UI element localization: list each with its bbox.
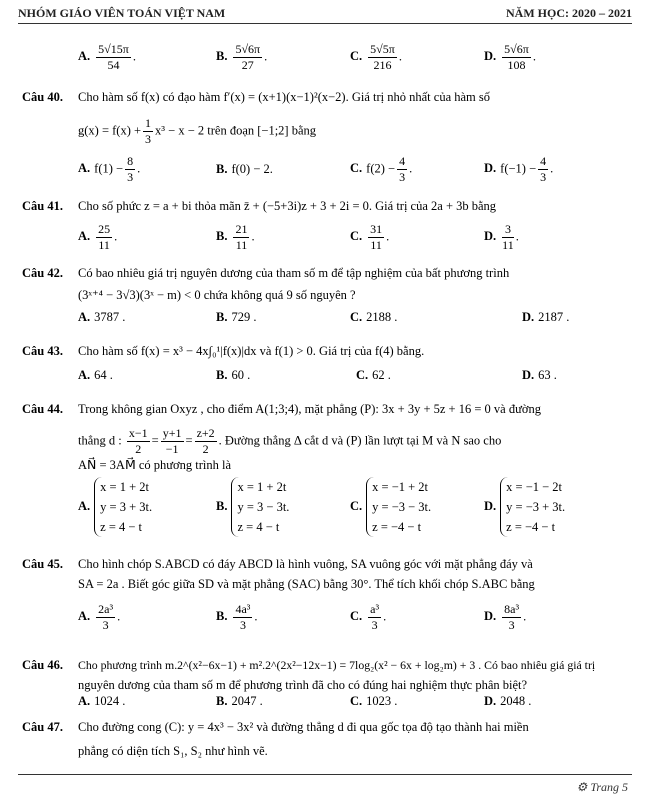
q41-option-b[interactable]: B. $\frac{21}{11}$ . (216, 222, 255, 252)
q44-option-d[interactable]: D.x = −1 − 2t y = −3 + 3t. z = −4 − t (484, 477, 565, 537)
q42-option-a[interactable]: A. 3787 . (78, 310, 126, 324)
q39-option-c[interactable]: C. $\frac{5√5\pi}{216}$ . (350, 42, 402, 72)
q44-number: Câu 44. (22, 402, 63, 416)
q44-line3: AN⃗ = 3AM⃗ có phương trình là (78, 458, 232, 472)
header-rule (18, 23, 632, 24)
q39-option-a[interactable]: A. $\frac{5√15\pi}{54}$ . (78, 42, 136, 72)
q44-option-c[interactable]: C.x = −1 + 2t y = −3 − 3t. z = −4 − t (350, 477, 431, 537)
q45-line1: Cho hình chóp S.ABCD có đáy ABCD là hình vuông, SA vuông góc với mặt phẳng đáy và (78, 557, 533, 571)
q41-number: Câu 41. (22, 199, 63, 213)
q40-line1: Cho hàm số f(x) có đạo hàm f′(x) = (x+1)(x−1)²(x−2). Giá trị nhỏ nhất của hàm số (78, 90, 491, 104)
q44-line1: Trong không gian Oxyz , cho điểm A(1;3;4), mặt phẳng (P): 3x + 3y + 5z + 16 = 0 và đường (78, 402, 541, 416)
q46-option-c[interactable]: C. 1023 . (350, 694, 398, 708)
q47-number: Câu 47. (22, 720, 63, 734)
q42-line1: Có bao nhiêu giá trị nguyên dương của tham số m để tập nghiệm của bất phương trình (78, 266, 510, 280)
footer-rule (18, 774, 632, 775)
page-number: Trang 5 (590, 780, 628, 794)
q47-line2: phẳng có diện tích S₁, S₂ như hình vẽ. (78, 744, 268, 758)
q41-line1: Cho số phức z = a + bi thỏa mãn z̄ + (−5+3i)z + 3 + 2i = 0. Giá trị của 2a + 3b bằng (78, 199, 497, 213)
q41-option-c[interactable]: C. $\frac{31}{11}$ . (350, 222, 390, 252)
page-header (18, 6, 632, 22)
q47-line1: Cho đường cong (C): y = 4x³ − 3x² và đường thẳng d đi qua gốc tọa độ tạo thành hai miền (78, 720, 529, 734)
q39-option-b[interactable]: B. $\frac{5√6\pi}{27}$ . (216, 42, 268, 72)
q39-option-d[interactable]: D. $\frac{5√6\pi}{108}$ . (484, 42, 536, 72)
footer-icon: ⚙ (576, 780, 591, 794)
q40-option-c[interactable]: C. f(2) − $\frac{4}{3}$ . (350, 154, 413, 184)
q43-option-a[interactable]: A. 64 . (78, 368, 113, 382)
q42-line2: (3ˣ⁺⁴ − 3√3)(3ˣ − m) < 0 chứa không quá 9 số nguyên ? (78, 288, 356, 302)
q40-line2: g(x) = f(x) + $\frac{1}{3}$ x³ − x − 2 trên đoạn [−1;2] bằng (78, 116, 317, 146)
q40-option-d[interactable]: D. f(−1) − $\frac{4}{3}$ . (484, 154, 554, 184)
q42-number: Câu 42. (22, 266, 63, 280)
q41-option-a[interactable]: A. $\frac{25}{11}$ . (78, 222, 118, 252)
q46-option-d[interactable]: D. 2048 . (484, 694, 532, 708)
header-right: NĂM HỌC: 2020 – 2021 (506, 6, 632, 20)
q43-option-b[interactable]: B. 60 . (216, 368, 251, 382)
q45-number: Câu 45. (22, 557, 63, 571)
q43-line1: Cho hàm số f(x) = x³ − 4x∫₀¹|f(x)|dx và f(1) > 0. Giá trị của f(4) bằng. (78, 344, 425, 358)
q42-option-c[interactable]: C. 2188 . (350, 310, 398, 324)
q44-option-b[interactable]: B.x = 1 + 2t y = 3 − 3t. z = 4 − t (216, 477, 289, 537)
q46-number: Câu 46. (22, 658, 63, 672)
q43-number: Câu 43. (22, 344, 63, 358)
q45-option-d[interactable]: D. $\frac{\text{8a³}}{3}$ . (484, 602, 527, 632)
q40-option-a[interactable]: A. f(1) − $\frac{8}{3}$ . (78, 154, 141, 184)
q46-option-a[interactable]: A. 1024 . (78, 694, 126, 708)
q45-line2: SA = 2a . Biết góc giữa SD và mặt phẳng (SAC) bằng 30°. Thể tích khối chóp S.ABC bằng (78, 577, 535, 591)
q43-option-c[interactable]: C. 62 . (356, 368, 391, 382)
q45-option-c[interactable]: C. $\frac{\text{a³}}{3}$ . (350, 602, 387, 632)
q46-option-b[interactable]: B. 2047 . (216, 694, 263, 708)
page-footer (577, 780, 628, 795)
q42-option-d[interactable]: D. 2187 . (522, 310, 570, 324)
q43-option-d[interactable]: D. 63 . (522, 368, 557, 382)
q40-number: Câu 40. (22, 90, 63, 104)
q46-line2: nguyên dương của tham số m để phương trình đã cho có đúng hai nghiệm thực phân biệt? (78, 678, 528, 692)
q44-option-a[interactable]: A.x = 1 + 2t y = 3 + 3t. z = 4 − t (78, 477, 152, 537)
q46-line1: Cho phương trình m.2^(x²−6x−1) + m².2^(2x²−12x−1) = 7log₂(x² − 6x + log₂m) + 3 . Có bao nhiêu giá giá trị (78, 658, 596, 672)
q45-option-a[interactable]: A. $\frac{\text{2a³}}{3}$ . (78, 602, 121, 632)
header-left: NHÓM GIÁO VIÊN TOÁN VIỆT NAM (18, 6, 226, 20)
q44-line2: thẳng d : $\frac{x-1}{2}$ = $\frac{y+1}{-1}$ = $\frac{z+2}{2}$ . Đường thẳng Δ cắt d và (P) lần lượt tại M và N sao cho (78, 426, 502, 456)
q41-option-d[interactable]: D. $\frac{3}{11}$ . (484, 222, 519, 252)
q42-option-b[interactable]: B. 729 . (216, 310, 257, 324)
q45-option-b[interactable]: B. $\frac{\text{4a³}}{3}$ . (216, 602, 258, 632)
q40-option-b[interactable]: B. f(0) − 2. (216, 162, 273, 176)
